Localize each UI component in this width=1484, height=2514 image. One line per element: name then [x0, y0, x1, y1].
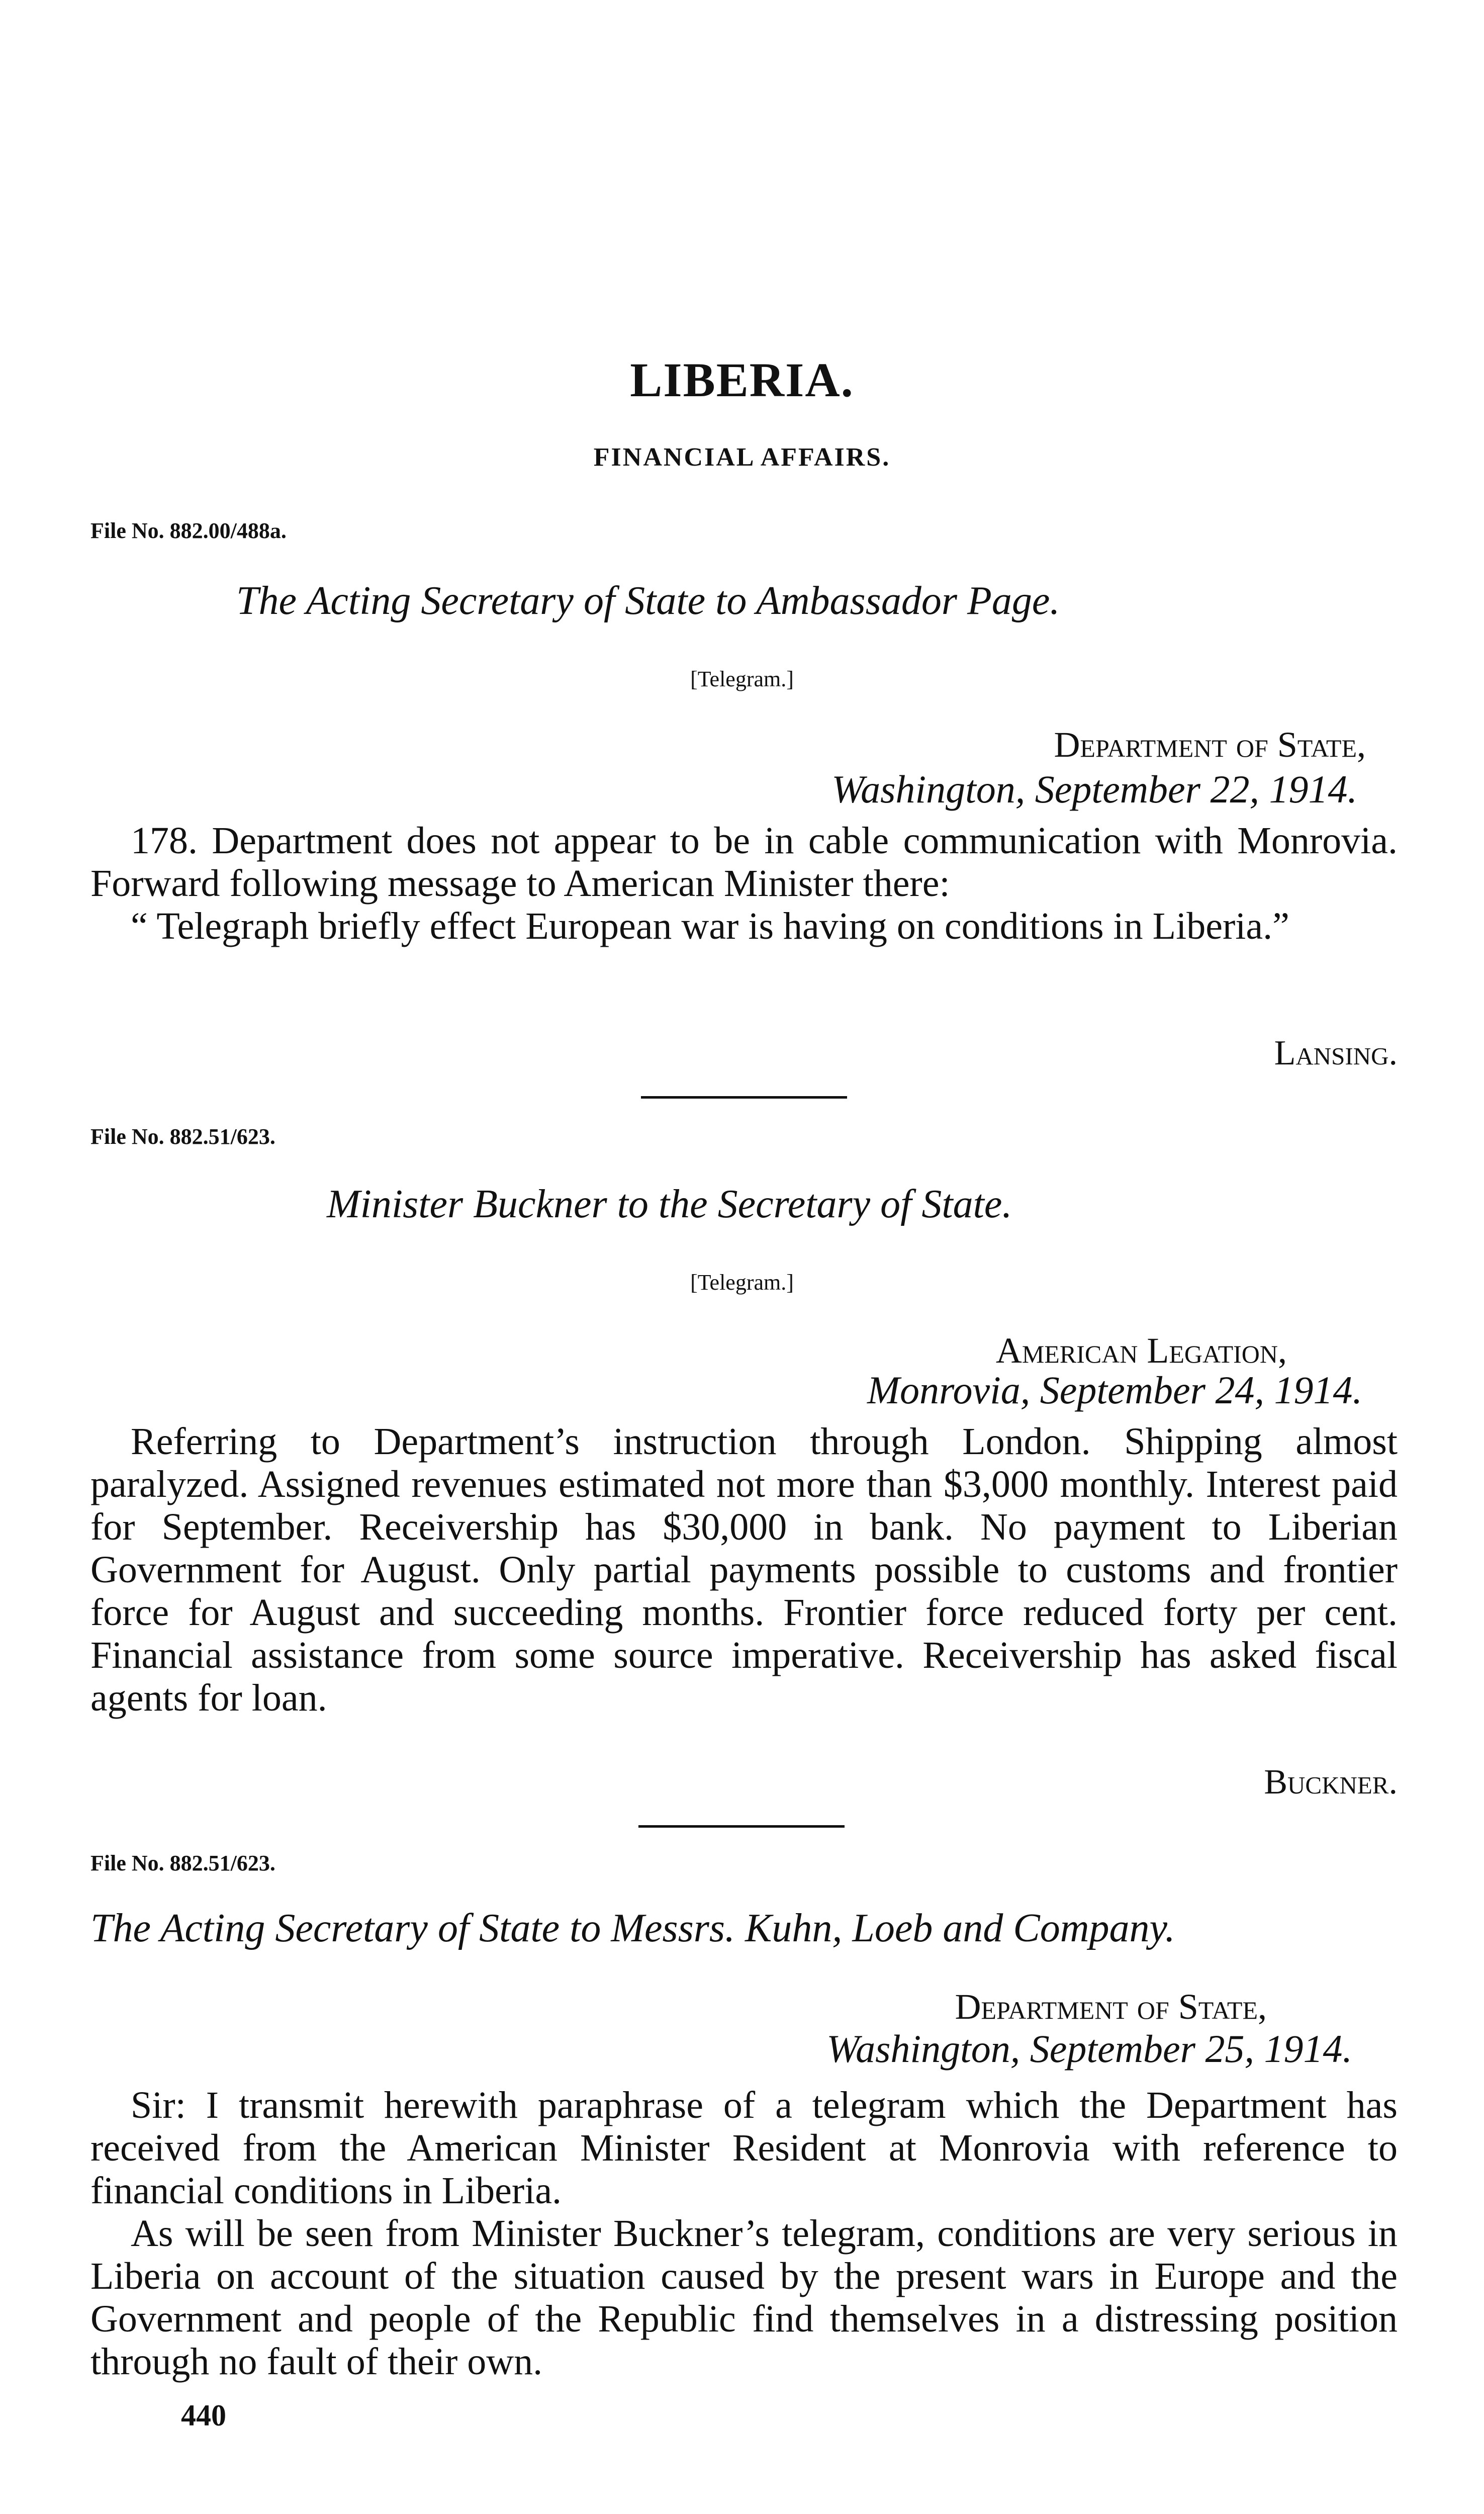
message-body — [90, 1420, 1398, 1720]
telegram-label: [Telegram.] — [690, 1270, 794, 1295]
dateline: Washington, September 25, 1914. — [826, 2027, 1352, 2071]
document-heading: The Acting Secretary of State to Ambassador Page. — [236, 579, 1060, 623]
message-body — [90, 2084, 1398, 2383]
paragraph: Sir: I transmit herewith paraphrase of a telegram which the Department has received from the American Minister Resident at Monrovia with reference to financial conditions in Liberia. — [90, 2084, 1398, 2212]
message-body — [90, 820, 1398, 948]
paragraph: “ Telegraph briefly effect European war is having on conditions in Liberia.” — [131, 905, 1289, 947]
section-subtitle: FINANCIAL AFFAIRS. — [593, 443, 891, 472]
section-divider — [638, 1825, 845, 1828]
page-number: 440 — [181, 2399, 226, 2432]
paragraph: As will be seen from Minister Buckner’s telegram, conditions are very serious in Liberia on account of the situation caused by the present wars in Europe and the Government and people of the Republic find themselves in a distressing position through no fault of their own. — [90, 2212, 1398, 2383]
sender-office: American Legation, — [995, 1330, 1287, 1371]
file-number: File No. 882.00/488a. — [90, 518, 287, 543]
dateline: Monrovia, September 24, 1914. — [867, 1368, 1362, 1412]
sender-office: Department of State, — [955, 1987, 1267, 2027]
paragraph: Referring to Department’s instruction through London. Shipping almost paralyzed. Assigned revenues estimated not more than $3,000 monthly. Interest paid for September. Receivership has $30,000 in bank. No payment to Liberian Government for August. Only partial payments possible to customs and frontier force for August and succeeding months. Frontier force reduced forty per cent. Financial assistance from some source imperative. Receivership has asked fiscal agents for loan. — [90, 1420, 1398, 1719]
document-heading: The Acting Secretary of State to Messrs. Kuhn, Loeb and Company. — [90, 1906, 1175, 1950]
paragraph: 178. Department does not appear to be in cable communication with Monrovia. Forward following message to American Minister there: — [90, 820, 1398, 905]
file-number: File No. 882.51/623. — [90, 1851, 275, 1875]
signature: Lansing. — [1274, 1034, 1398, 1072]
signature: Buckner. — [1264, 1763, 1398, 1802]
telegram-label: [Telegram.] — [690, 667, 794, 691]
page-title: LIBERIA. — [630, 353, 854, 407]
sender-office: Department of State, — [1054, 725, 1366, 765]
file-number: File No. 882.51/623. — [90, 1124, 275, 1149]
dateline: Washington, September 22, 1914. — [831, 767, 1357, 811]
document-heading: Minister Buckner to the Secretary of State. — [327, 1182, 1012, 1226]
section-divider — [641, 1096, 847, 1099]
